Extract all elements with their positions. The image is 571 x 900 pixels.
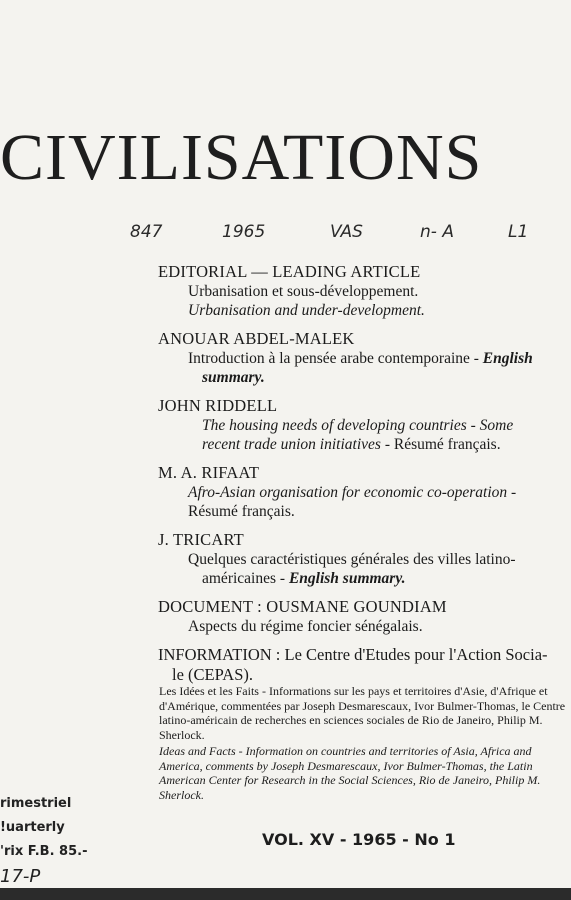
toc-title-text: recent trade union initiatives [202, 436, 381, 453]
toc-title: The housing needs of developing countries - Some [202, 417, 514, 434]
toc-title-text: américaines - [202, 570, 289, 587]
handwritten-note-5: L1 [508, 222, 529, 242]
toc-summary-lang: English [482, 350, 533, 367]
toc-title-text: Introduction à la pensée arabe contemporaine - [188, 350, 483, 367]
toc-title-fr: Urbanisation et sous-développement. [188, 283, 419, 300]
handwritten-mark: 17-P [0, 866, 41, 887]
toc-summary: English summary. [288, 570, 406, 587]
subscription-info [0, 792, 87, 864]
toc-summary: Résumé français. [188, 503, 295, 520]
frequency-fr: rimestriel [0, 796, 72, 811]
toc-title: Aspects du régime foncier sénégalais. [188, 618, 423, 635]
handwritten-note-3: VAS [330, 222, 363, 242]
toc-summary: - Résumé français. [380, 436, 501, 453]
toc-entry-document [158, 597, 566, 636]
toc-author: DOCUMENT : OUSMANE GOUNDIAM [158, 597, 447, 616]
toc-title-text: Afro-Asian organisation for economic co-operation [188, 484, 508, 501]
price: 'rix F.B. 85.- [0, 844, 88, 859]
toc-author: M. A. RIFAAT [158, 463, 260, 482]
toc-author: EDITORIAL — LEADING ARTICLE [158, 262, 421, 281]
toc-entry-abdel-malek [158, 329, 566, 387]
toc-entry-rifaat [158, 463, 566, 521]
toc-entry-editorial [158, 262, 566, 320]
handwritten-note-4: n- A [420, 222, 454, 242]
toc-title-cont [158, 435, 566, 454]
toc-title-cont [158, 569, 566, 588]
toc-entry-information [158, 645, 566, 685]
toc-title [158, 483, 566, 502]
toc-title-en: Urbanisation and under-development. [188, 302, 425, 319]
toc-author: INFORMATION : [158, 645, 281, 664]
scan-edge [0, 888, 571, 900]
frequency-en: !uarterly [0, 820, 65, 835]
table-of-contents [158, 262, 566, 694]
toc-author-line [158, 645, 566, 665]
volume-info: VOL. XV - 1965 - No 1 [262, 830, 456, 849]
toc-author: J. TRICART [158, 530, 244, 549]
notes-french: Les Idées et les Faits - Informations sur les pays et territoires d'Asie, d'Afrique et d'Amérique, commentées par Joseph Desmarescaux, Ivor Bulmer-Thomas, le Centre latino-américain de recherches en sciences sociales de Rio de Janeiro, Philip M. Sherlock. [159, 684, 566, 742]
ideas-and-facts [159, 684, 567, 804]
toc-dash: - [507, 484, 517, 501]
notes-english: Ideas and Facts - Information on countries and territories of Asia, Africa and America, comments by Joseph Desmarescaux, Ivor Bulmer-Thomas, the Latin American Center for Research in the Social Sciences, Rio de Janeiro, Philip M. Sherlock. [159, 744, 541, 802]
handwritten-note-2: 1965 [222, 222, 266, 242]
toc-entry-tricart [158, 530, 566, 588]
toc-entry-riddell [158, 396, 566, 454]
toc-title: Le Centre d'Etudes pour l'Action Socia- [280, 645, 548, 664]
toc-title-cont: le (CEPAS). [172, 665, 253, 684]
handwritten-notes [0, 222, 571, 252]
toc-title: Quelques caractéristiques générales des villes latino- [188, 551, 516, 568]
toc-summary-word: summary. [202, 369, 265, 386]
toc-author: ANOUAR ABDEL-MALEK [158, 329, 355, 348]
journal-title: CIVILISATIONS [0, 121, 483, 194]
toc-title [158, 349, 566, 368]
handwritten-note-1: 847 [130, 222, 163, 242]
toc-author: JOHN RIDDELL [158, 396, 278, 415]
